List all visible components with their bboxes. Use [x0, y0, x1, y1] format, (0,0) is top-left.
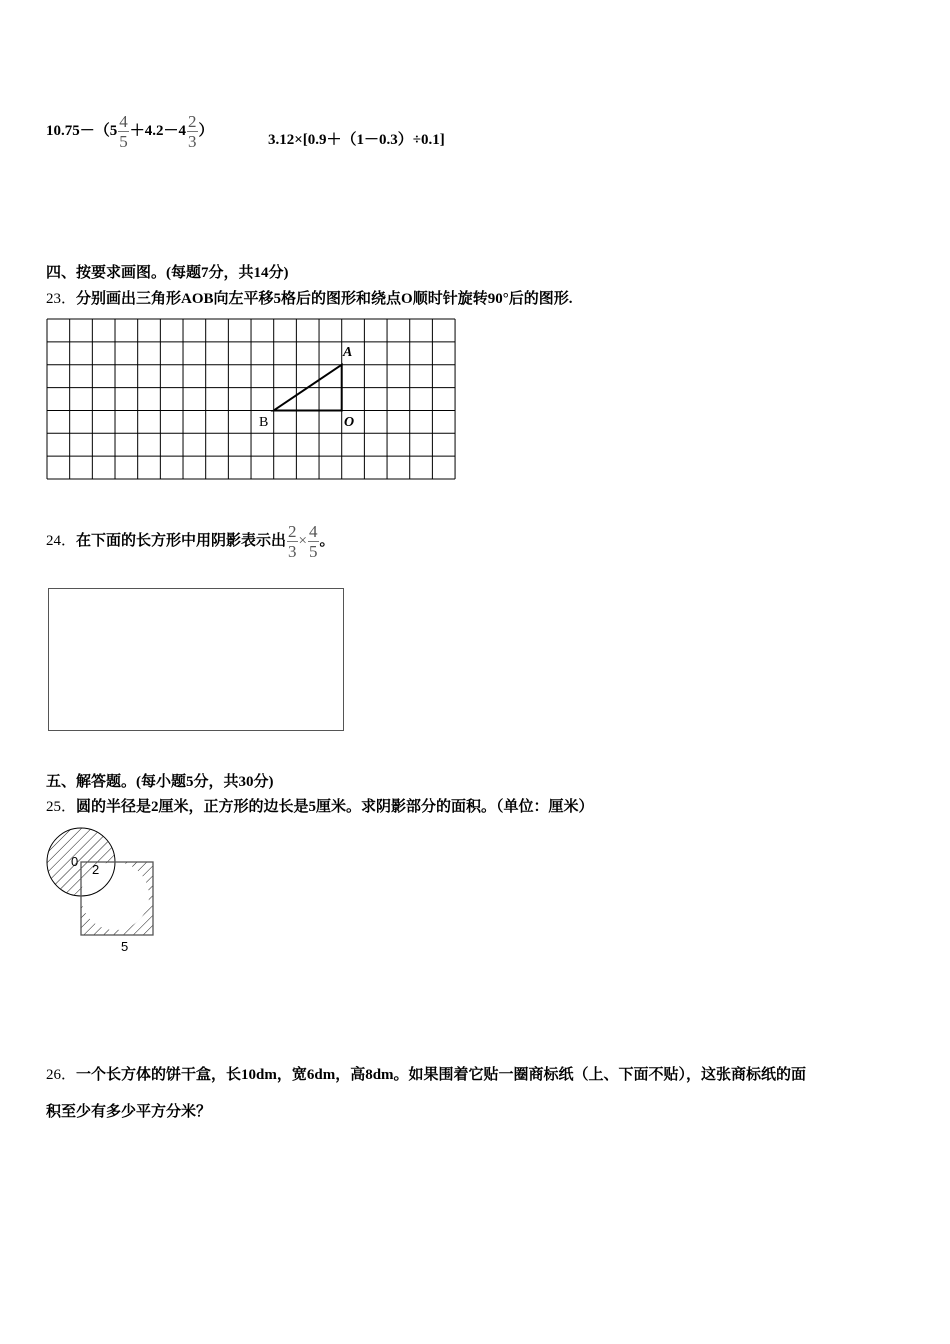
numerator: 2	[188, 112, 197, 131]
expr-part: 10.75－（5	[46, 122, 118, 139]
section-4-title: 四、按要求画图。(每题7分，共14分)	[46, 265, 289, 281]
calc-expression-2: 3.12×[0.9＋（1－0.3）÷0.1]	[268, 132, 445, 148]
period: 。	[319, 532, 335, 549]
expr-part: ＋4.2－4	[129, 122, 187, 139]
times-sign: ×	[298, 532, 307, 549]
denominator: 3	[288, 542, 297, 561]
label-b: B	[259, 415, 269, 430]
fraction	[118, 112, 129, 151]
fraction	[187, 112, 198, 151]
question-24	[46, 522, 335, 561]
section-5-title: 五、解答题。(每小题5分，共30分)	[46, 774, 274, 790]
question-26-line2: 积至少有多少平方分米？	[46, 1104, 212, 1120]
side-label: 5	[121, 939, 129, 954]
question-text: 圆的半径是2厘米，正方形的边长是5厘米。求阴影部分的面积。（单位：厘米）	[76, 799, 594, 815]
circle-square-figure	[40, 820, 170, 960]
question-number: 23．	[46, 291, 77, 307]
question-26	[46, 1063, 806, 1084]
blank-rectangle[interactable]	[48, 588, 344, 731]
denominator: 5	[119, 132, 128, 151]
grid-figure	[46, 318, 458, 480]
center-label: 0	[71, 854, 79, 869]
numerator: 4	[119, 112, 128, 131]
denominator: 5	[309, 542, 318, 561]
denominator: 3	[188, 132, 197, 151]
question-23	[46, 287, 572, 308]
question-number: 24．	[46, 532, 77, 549]
fraction	[287, 522, 298, 561]
shaded-region	[47, 828, 153, 935]
expr-part: ）	[198, 122, 214, 139]
numerator: 4	[309, 522, 318, 541]
radius-label: 2	[92, 862, 100, 877]
question-text: 一个长方体的饼干盒，长10dm，宽6dm，高8dm。如果围着它贴一圈商标纸（上、下面不贴），这张商标纸的面	[76, 1067, 807, 1083]
label-o: O	[344, 415, 355, 430]
numerator: 2	[288, 522, 297, 541]
question-text: 分别画出三角形AOB向左平移5格后的图形和绕点O顺时针旋转90°后的图形.	[76, 291, 573, 307]
calc-expression-1	[46, 112, 214, 151]
question-number: 26．	[46, 1067, 77, 1083]
fraction	[308, 522, 319, 561]
question-25	[46, 795, 594, 816]
question-text: 在下面的长方形中用阴影表示出	[76, 532, 287, 549]
label-a: A	[343, 345, 353, 360]
question-number: 25．	[46, 799, 77, 815]
